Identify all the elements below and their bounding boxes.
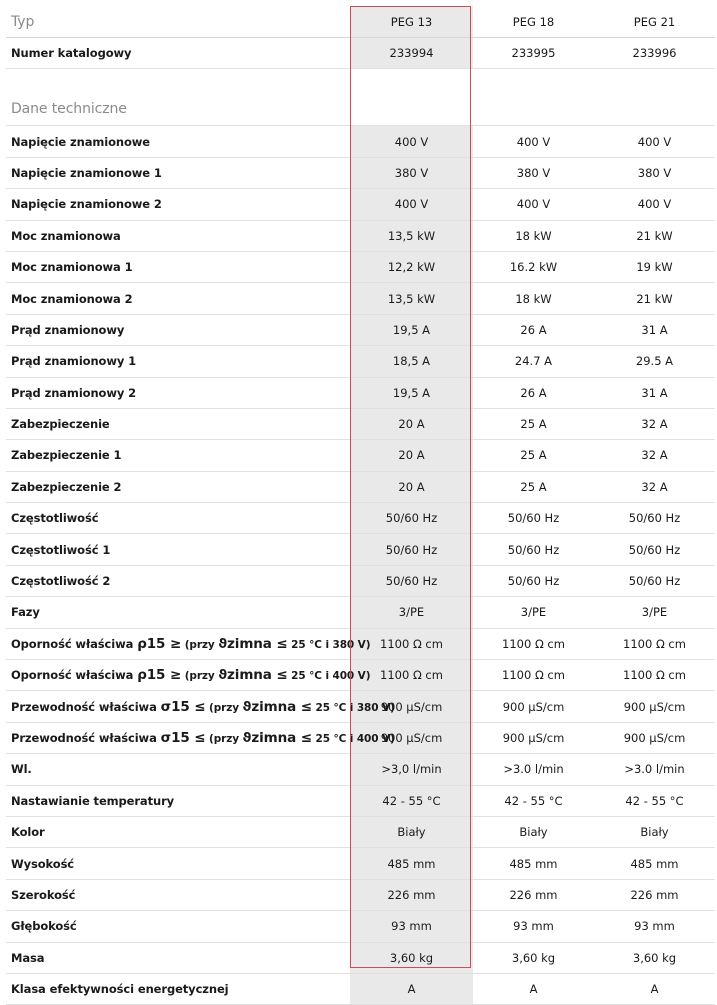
spec-row: [6, 973, 715, 1004]
spec-label-part: Moc znamionowa 2: [11, 291, 133, 306]
spec-value: 1100 Ω cm: [473, 660, 594, 691]
spec-label-part: 25 °C i 400 V): [311, 733, 395, 745]
spec-value: 3/PE: [350, 597, 473, 628]
spec-value: Biały: [350, 816, 473, 847]
spec-label: [6, 879, 350, 910]
spec-label: [6, 503, 350, 534]
catalog-number-label: Numer katalogowy: [6, 38, 350, 69]
spec-value: 32 A: [594, 408, 715, 439]
spec-value: 1100 Ω cm: [350, 628, 473, 659]
spec-label-part: Oporność właściwa: [11, 636, 138, 651]
spec-row: [6, 157, 715, 188]
spec-value: 380 V: [594, 157, 715, 188]
spec-label-part: Częstotliwość 1: [11, 542, 111, 557]
spec-label-part: Wysokość: [11, 856, 75, 871]
spec-label-part: Częstotliwość: [11, 511, 99, 526]
spec-value: 900 μS/cm: [594, 722, 715, 753]
spec-label-part: Masa: [11, 950, 45, 965]
spec-label: [6, 816, 350, 847]
spec-value: Biały: [473, 816, 594, 847]
spec-value: 18,5 A: [350, 346, 473, 377]
spec-label-part: Fazy: [11, 605, 40, 620]
spec-value: 400 V: [473, 189, 594, 220]
section-spacer: [594, 69, 715, 126]
spec-row: [6, 597, 715, 628]
spec-row: [6, 848, 715, 879]
spec-row: [6, 220, 715, 251]
spec-value: 3,60 kg: [350, 942, 473, 973]
spec-label-part: ϑzimna ≤: [218, 667, 288, 684]
spec-label: [6, 754, 350, 785]
model-column-header[interactable]: PEG 13: [350, 6, 473, 38]
spec-row: [6, 126, 715, 157]
spec-value: 485 mm: [594, 848, 715, 879]
spec-row: [6, 377, 715, 408]
spec-label: [6, 314, 350, 345]
spec-row: [6, 283, 715, 314]
spec-label-part: Moc znamionowa 1: [11, 260, 133, 275]
spec-value: 16.2 kW: [473, 251, 594, 282]
spec-value: 400 V: [350, 189, 473, 220]
spec-label: [6, 440, 350, 471]
spec-label-part: (przy: [181, 670, 219, 683]
spec-row: [6, 879, 715, 910]
spec-value: 50/60 Hz: [594, 503, 715, 534]
spec-value: 13,5 kW: [350, 220, 473, 251]
spec-value: 400 V: [473, 126, 594, 157]
spec-value: 18 kW: [473, 283, 594, 314]
spec-label-part: Prąd znamionowy 1: [11, 354, 137, 369]
spec-value: 32 A: [594, 471, 715, 502]
spec-row: [6, 628, 715, 659]
spec-value: 29.5 A: [594, 346, 715, 377]
spec-label: [6, 973, 350, 1004]
spec-label-part: (przy: [181, 638, 219, 651]
spec-value: 1100 Ω cm: [594, 628, 715, 659]
spec-value: 12,2 kW: [350, 251, 473, 282]
spec-label-part: Napięcie znamionowe: [11, 134, 150, 149]
spec-value: 93 mm: [473, 911, 594, 942]
type-header-row: [6, 6, 715, 38]
spec-row: [6, 565, 715, 596]
spec-value: 20 A: [350, 440, 473, 471]
spec-value: A: [350, 973, 473, 1004]
spec-label: [6, 628, 371, 659]
spec-value: 42 - 55 °C: [594, 785, 715, 816]
spec-value: 20 A: [350, 408, 473, 439]
spec-label-part: ϑzimna ≤: [242, 730, 312, 746]
spec-label-part: Klasa efektywności energetycznej: [11, 982, 229, 997]
spec-value: 3/PE: [594, 597, 715, 628]
spec-label-part: Zabezpieczenie 1: [11, 448, 122, 463]
spec-label-part: ρ15 ≥: [137, 635, 182, 652]
spec-value: 400 V: [350, 126, 473, 157]
spec-label-part: Prąd znamionowy 2: [11, 385, 137, 400]
spec-value: >3.0 l/min: [594, 754, 715, 785]
spec-row: [6, 251, 715, 282]
spec-value: 900 μS/cm: [350, 722, 473, 753]
spec-row: [6, 660, 715, 691]
spec-label-part: Zabezpieczenie: [11, 417, 110, 432]
spec-value: 50/60 Hz: [350, 503, 473, 534]
spec-label-part: Napięcie znamionowe 1: [11, 165, 162, 180]
spec-value: 3/PE: [473, 597, 594, 628]
spec-table-container: [6, 6, 715, 1005]
spec-label: [6, 911, 350, 942]
spec-value: 31 A: [594, 314, 715, 345]
spec-label-part: Głębokość: [11, 919, 77, 934]
spec-value: 50/60 Hz: [594, 565, 715, 596]
spec-row: [6, 691, 715, 722]
spec-value: 50/60 Hz: [473, 534, 594, 565]
spec-label-part: Nastawianie temperatury: [11, 793, 175, 808]
spec-row: [6, 785, 715, 816]
spec-value: 42 - 55 °C: [350, 785, 473, 816]
spec-value: 226 mm: [473, 879, 594, 910]
section-title: Dane techniczne: [6, 69, 350, 126]
spec-value: 50/60 Hz: [350, 534, 473, 565]
spec-label: [6, 220, 350, 251]
spec-label-part: Wl.: [11, 762, 32, 777]
spec-label-part: Częstotliwość 2: [11, 574, 111, 589]
spec-value: 50/60 Hz: [594, 534, 715, 565]
spec-value: 900 μS/cm: [473, 691, 594, 722]
spec-label-part: Prąd znamionowy: [11, 322, 125, 337]
spec-value: 226 mm: [594, 879, 715, 910]
spec-label-part: (przy: [205, 733, 243, 745]
spec-value: 13,5 kW: [350, 283, 473, 314]
spec-value: 50/60 Hz: [473, 565, 594, 596]
spec-label-part: Zabezpieczenie 2: [11, 479, 122, 494]
spec-label-part: ρ15 ≥: [137, 667, 182, 684]
spec-row: [6, 722, 715, 753]
spec-value: 485 mm: [350, 848, 473, 879]
spec-value: 3,60 kg: [594, 942, 715, 973]
spec-value: A: [473, 973, 594, 1004]
spec-row: [6, 503, 715, 534]
spec-value: 50/60 Hz: [473, 503, 594, 534]
spec-label-part: 25 °C i 400 V): [287, 670, 371, 683]
spec-value: A: [594, 973, 715, 1004]
spec-label-part: Przewodność właściwa: [11, 731, 161, 745]
spec-label: [6, 408, 350, 439]
catalog-number-value: 233996: [594, 38, 715, 69]
spec-label: [6, 534, 350, 565]
spec-row: [6, 314, 715, 345]
spec-value: 1100 Ω cm: [350, 660, 473, 691]
spec-value: 20 A: [350, 471, 473, 502]
spec-label-part: Moc znamionowa: [11, 228, 121, 243]
spec-value: >3,0 l/min: [350, 754, 473, 785]
spec-value: 21 kW: [594, 283, 715, 314]
spec-value: 900 μS/cm: [594, 691, 715, 722]
spec-value: 25 A: [473, 440, 594, 471]
spec-label: [6, 691, 395, 722]
spec-value: 21 kW: [594, 220, 715, 251]
spec-value: 380 V: [350, 157, 473, 188]
spec-label: [6, 346, 350, 377]
spec-label-part: Kolor: [11, 825, 45, 840]
spec-label: [6, 660, 371, 691]
spec-row: [6, 440, 715, 471]
spec-value: 25 A: [473, 408, 594, 439]
spec-label: [6, 189, 350, 220]
spec-value: 93 mm: [350, 911, 473, 942]
spec-label-part: Oporność właściwa: [11, 668, 138, 683]
spec-value: 19 kW: [594, 251, 715, 282]
spec-label: [6, 942, 350, 973]
spec-value: 1100 Ω cm: [594, 660, 715, 691]
spec-value: 26 A: [473, 314, 594, 345]
spec-label: [6, 251, 350, 282]
spec-row: [6, 911, 715, 942]
spec-value: 25 A: [473, 471, 594, 502]
type-label: Typ: [6, 6, 350, 38]
spec-label: [6, 785, 350, 816]
spec-label-part: σ15 ≤: [160, 698, 206, 715]
spec-value: 18 kW: [473, 220, 594, 251]
spec-value: 50/60 Hz: [350, 565, 473, 596]
spec-label: [6, 157, 350, 188]
spec-label-part: Przewodność właściwa: [11, 699, 161, 714]
spec-value: 485 mm: [473, 848, 594, 879]
spec-label: [6, 377, 350, 408]
spec-label: [6, 471, 350, 502]
spec-label: [6, 597, 350, 628]
spec-label-part: (przy: [205, 701, 243, 714]
spec-row: [6, 471, 715, 502]
spec-value: 19,5 A: [350, 314, 473, 345]
model-column-header[interactable]: PEG 21: [594, 6, 715, 38]
spec-value: 400 V: [594, 126, 715, 157]
spec-label-part: ϑzimna ≤: [218, 635, 288, 652]
section-row: [6, 69, 715, 126]
spec-label-part: 25 °C i 380 V): [287, 638, 371, 651]
catalog-number-row: [6, 38, 715, 69]
spec-value: 19,5 A: [350, 377, 473, 408]
spec-label-part: ϑzimna ≤: [242, 698, 312, 715]
spec-row: [6, 346, 715, 377]
spec-label: [6, 565, 350, 596]
spec-value: 380 V: [473, 157, 594, 188]
spec-label: [6, 126, 350, 157]
section-spacer: [350, 69, 473, 126]
spec-row: [6, 816, 715, 847]
spec-row: [6, 534, 715, 565]
spec-label-part: 25 °C i 380 V): [311, 701, 395, 714]
spec-value: 93 mm: [594, 911, 715, 942]
spec-value: Biały: [594, 816, 715, 847]
spec-value: 400 V: [594, 189, 715, 220]
spec-label: [6, 283, 350, 314]
spec-value: >3.0 l/min: [473, 754, 594, 785]
spec-value: 32 A: [594, 440, 715, 471]
spec-label-part: Szerokość: [11, 887, 76, 902]
spec-row: [6, 189, 715, 220]
spec-label-part: Napięcie znamionowe 2: [11, 197, 162, 212]
section-spacer: [473, 69, 594, 126]
spec-value: 26 A: [473, 377, 594, 408]
spec-value: 24.7 A: [473, 346, 594, 377]
spec-value: 226 mm: [350, 879, 473, 910]
spec-value: 900 μS/cm: [473, 722, 594, 753]
spec-value: 42 - 55 °C: [473, 785, 594, 816]
spec-label-part: σ15 ≤: [160, 730, 206, 746]
spec-label: [6, 848, 350, 879]
spec-row: [6, 754, 715, 785]
spec-value: 900 μS/cm: [350, 691, 473, 722]
spec-value: 3,60 kg: [473, 942, 594, 973]
spec-value: 31 A: [594, 377, 715, 408]
spec-label: [6, 722, 395, 753]
model-column-header[interactable]: PEG 18: [473, 6, 594, 38]
spec-row: [6, 942, 715, 973]
spec-table: [6, 6, 715, 1005]
catalog-number-value: 233995: [473, 38, 594, 69]
spec-row: [6, 408, 715, 439]
catalog-number-value: 233994: [350, 38, 473, 69]
spec-value: 1100 Ω cm: [473, 628, 594, 659]
